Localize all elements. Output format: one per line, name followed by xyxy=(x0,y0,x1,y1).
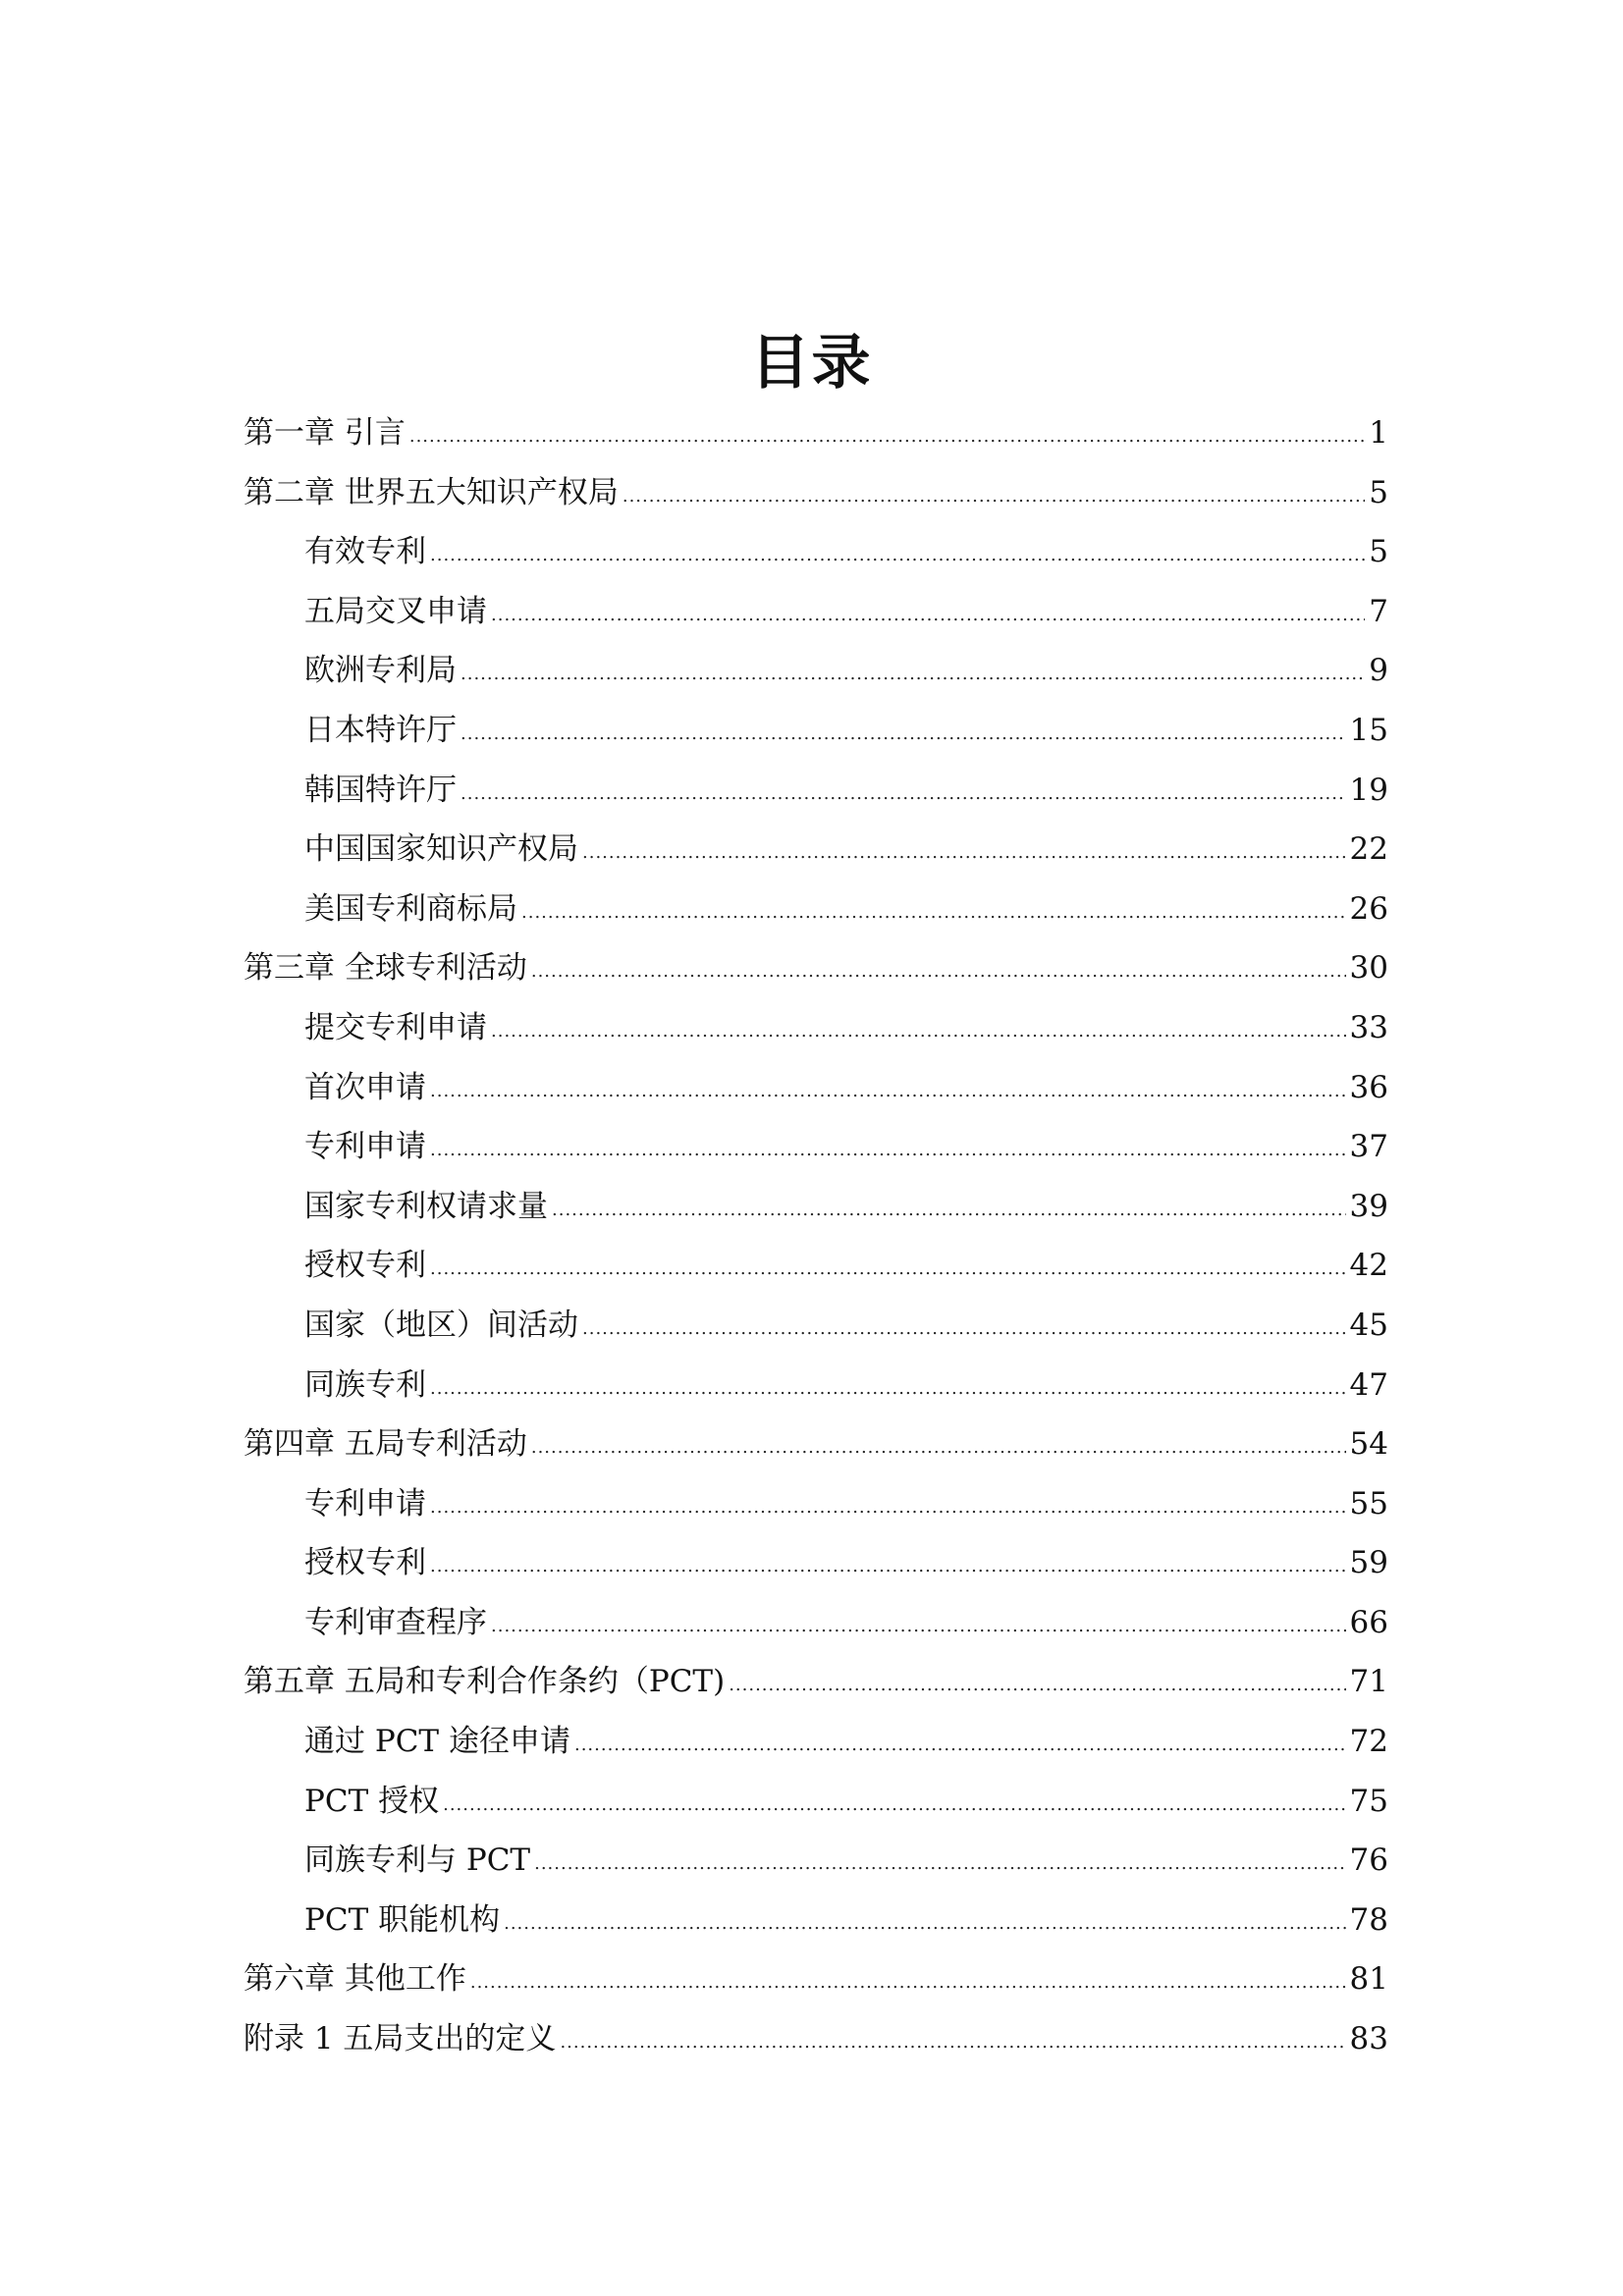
toc-section-entry[interactable] xyxy=(243,761,1388,821)
toc-section-entry[interactable] xyxy=(243,1891,1388,1950)
toc-section-entry[interactable] xyxy=(243,1831,1388,1891)
page-title: 目录 xyxy=(750,329,873,399)
toc-chapter-entry[interactable] xyxy=(243,1652,1388,1712)
toc-chapter-entry[interactable] xyxy=(243,463,1388,523)
toc-section-entry[interactable] xyxy=(243,1474,1388,1534)
toc-section-entry[interactable] xyxy=(243,1772,1388,1832)
toc-dot-leader xyxy=(582,1300,1346,1360)
toc-dot-leader xyxy=(409,407,1365,467)
toc-page-number: 81 xyxy=(1349,1961,1388,1998)
toc-page-number: 15 xyxy=(1349,712,1388,748)
toc-page-number: 5 xyxy=(1369,534,1388,570)
toc-page-number: 30 xyxy=(1349,950,1388,987)
toc-dot-leader xyxy=(491,1002,1346,1062)
toc-entry-label: 第一章 引言 xyxy=(243,415,406,451)
toc-section-entry[interactable] xyxy=(243,701,1388,761)
toc-dot-leader xyxy=(552,1181,1346,1241)
toc-dot-leader xyxy=(460,645,1365,705)
toc-entry-label: 五局交叉申请 xyxy=(304,593,487,629)
toc-dot-leader xyxy=(560,2013,1345,2073)
toc-chapter-entry[interactable] xyxy=(243,938,1388,998)
toc-page-number: 26 xyxy=(1349,890,1388,927)
toc-chapter-entry[interactable] xyxy=(243,403,1388,463)
toc-page-number: 37 xyxy=(1349,1129,1388,1165)
toc-dot-leader xyxy=(430,1478,1346,1538)
toc-section-entry[interactable] xyxy=(243,1117,1388,1177)
toc-dot-leader xyxy=(622,467,1365,527)
toc-entry-label: 第六章 其他工作 xyxy=(243,1961,466,1998)
toc-page-number: 72 xyxy=(1349,1724,1388,1760)
toc-entry-label: 中国国家知识产权局 xyxy=(304,831,578,868)
toc-entry-label: 授权专利 xyxy=(304,1545,426,1581)
toc-entry-label: 专利申请 xyxy=(304,1129,426,1165)
toc-page-number: 75 xyxy=(1349,1783,1388,1819)
toc-page-number: 83 xyxy=(1349,2021,1388,2057)
toc-page-number: 36 xyxy=(1349,1069,1388,1105)
toc-entry-label: 欧洲专利局 xyxy=(304,653,457,689)
toc-entry-label: 首次申请 xyxy=(304,1069,426,1105)
toc-dot-leader xyxy=(430,1537,1346,1597)
toc-dot-leader xyxy=(531,1418,1346,1478)
toc-section-entry[interactable] xyxy=(243,522,1388,582)
table-of-contents xyxy=(243,403,1388,2069)
toc-dot-leader xyxy=(582,824,1346,883)
toc-page-number: 19 xyxy=(1349,772,1388,808)
toc-section-entry[interactable] xyxy=(243,641,1388,701)
toc-entry-label: 提交专利申请 xyxy=(304,1009,487,1045)
toc-page-number: 47 xyxy=(1349,1366,1388,1403)
toc-section-entry[interactable] xyxy=(243,880,1388,939)
toc-dot-leader xyxy=(460,705,1346,765)
toc-entry-label: 有效专利 xyxy=(304,534,426,570)
toc-entry-label: 同族专利 xyxy=(304,1366,426,1403)
toc-dot-leader xyxy=(470,1953,1346,2013)
toc-page-number: 66 xyxy=(1349,1604,1388,1640)
toc-dot-leader xyxy=(521,883,1346,943)
toc-entry-label: 授权专利 xyxy=(304,1248,426,1284)
toc-dot-leader xyxy=(443,1776,1345,1836)
toc-section-entry[interactable] xyxy=(243,1058,1388,1118)
toc-dot-leader xyxy=(491,586,1365,646)
toc-section-entry[interactable] xyxy=(243,1236,1388,1296)
toc-page-number: 39 xyxy=(1349,1188,1388,1224)
toc-entry-label: 通过 PCT 途径申请 xyxy=(304,1724,570,1760)
toc-entry-label: 日本特许厅 xyxy=(304,712,457,748)
toc-entry-label: PCT 授权 xyxy=(304,1783,440,1819)
toc-page-number: 71 xyxy=(1349,1664,1388,1700)
toc-dot-leader xyxy=(534,1835,1345,1895)
toc-page-number: 7 xyxy=(1369,593,1388,629)
toc-section-entry[interactable] xyxy=(243,1177,1388,1237)
toc-section-entry[interactable] xyxy=(243,582,1388,642)
toc-page-number: 22 xyxy=(1349,831,1388,868)
toc-entry-label: 第四章 五局专利活动 xyxy=(243,1426,527,1463)
toc-entry-label: 美国专利商标局 xyxy=(304,890,517,927)
toc-entry-label: 专利审查程序 xyxy=(304,1604,487,1640)
toc-page-number: 42 xyxy=(1349,1248,1388,1284)
toc-entry-label: 第二章 世界五大知识产权局 xyxy=(243,474,619,510)
toc-dot-leader xyxy=(430,526,1365,586)
toc-page-number: 55 xyxy=(1349,1485,1388,1522)
toc-chapter-entry[interactable] xyxy=(243,2009,1388,2069)
toc-page-number: 33 xyxy=(1349,1009,1388,1045)
toc-section-entry[interactable] xyxy=(243,820,1388,880)
toc-entry-label: 第五章 五局和专利合作条约（PCT) xyxy=(243,1664,726,1700)
toc-entry-label: PCT 职能机构 xyxy=(304,1901,501,1938)
toc-section-entry[interactable] xyxy=(243,1533,1388,1593)
toc-dot-leader xyxy=(430,1062,1346,1122)
toc-dot-leader xyxy=(460,765,1346,825)
toc-page-number: 5 xyxy=(1369,474,1388,510)
toc-dot-leader xyxy=(430,1240,1346,1300)
toc-entry-label: 国家专利权请求量 xyxy=(304,1188,548,1224)
toc-page-number: 9 xyxy=(1369,653,1388,689)
toc-chapter-entry[interactable] xyxy=(243,1949,1388,2009)
toc-section-entry[interactable] xyxy=(243,1593,1388,1653)
toc-dot-leader xyxy=(729,1656,1345,1716)
toc-dot-leader xyxy=(531,942,1346,1002)
toc-dot-leader xyxy=(491,1597,1346,1657)
toc-page-number: 76 xyxy=(1349,1842,1388,1879)
toc-chapter-entry[interactable] xyxy=(243,1415,1388,1474)
toc-entry-label: 附录 1 五局支出的定义 xyxy=(243,2021,557,2057)
toc-entry-label: 专利申请 xyxy=(304,1485,426,1522)
toc-section-entry[interactable] xyxy=(243,998,1388,1058)
toc-section-entry[interactable] xyxy=(243,1356,1388,1415)
toc-dot-leader xyxy=(430,1360,1346,1419)
toc-dot-leader xyxy=(430,1121,1346,1181)
toc-section-entry[interactable] xyxy=(243,1296,1388,1356)
toc-page-number: 1 xyxy=(1369,415,1388,451)
toc-page-number: 54 xyxy=(1349,1426,1388,1463)
toc-page-number: 59 xyxy=(1349,1545,1388,1581)
toc-entry-label: 同族专利与 PCT xyxy=(304,1842,531,1879)
toc-dot-leader xyxy=(504,1895,1345,1954)
toc-section-entry[interactable] xyxy=(243,1712,1388,1772)
toc-page-number: 78 xyxy=(1349,1901,1388,1938)
toc-entry-label: 第三章 全球专利活动 xyxy=(243,950,527,987)
toc-dot-leader xyxy=(574,1716,1346,1776)
toc-page-number: 45 xyxy=(1349,1307,1388,1343)
toc-entry-label: 国家（地区）间活动 xyxy=(304,1307,578,1343)
toc-entry-label: 韩国特许厅 xyxy=(304,772,457,808)
